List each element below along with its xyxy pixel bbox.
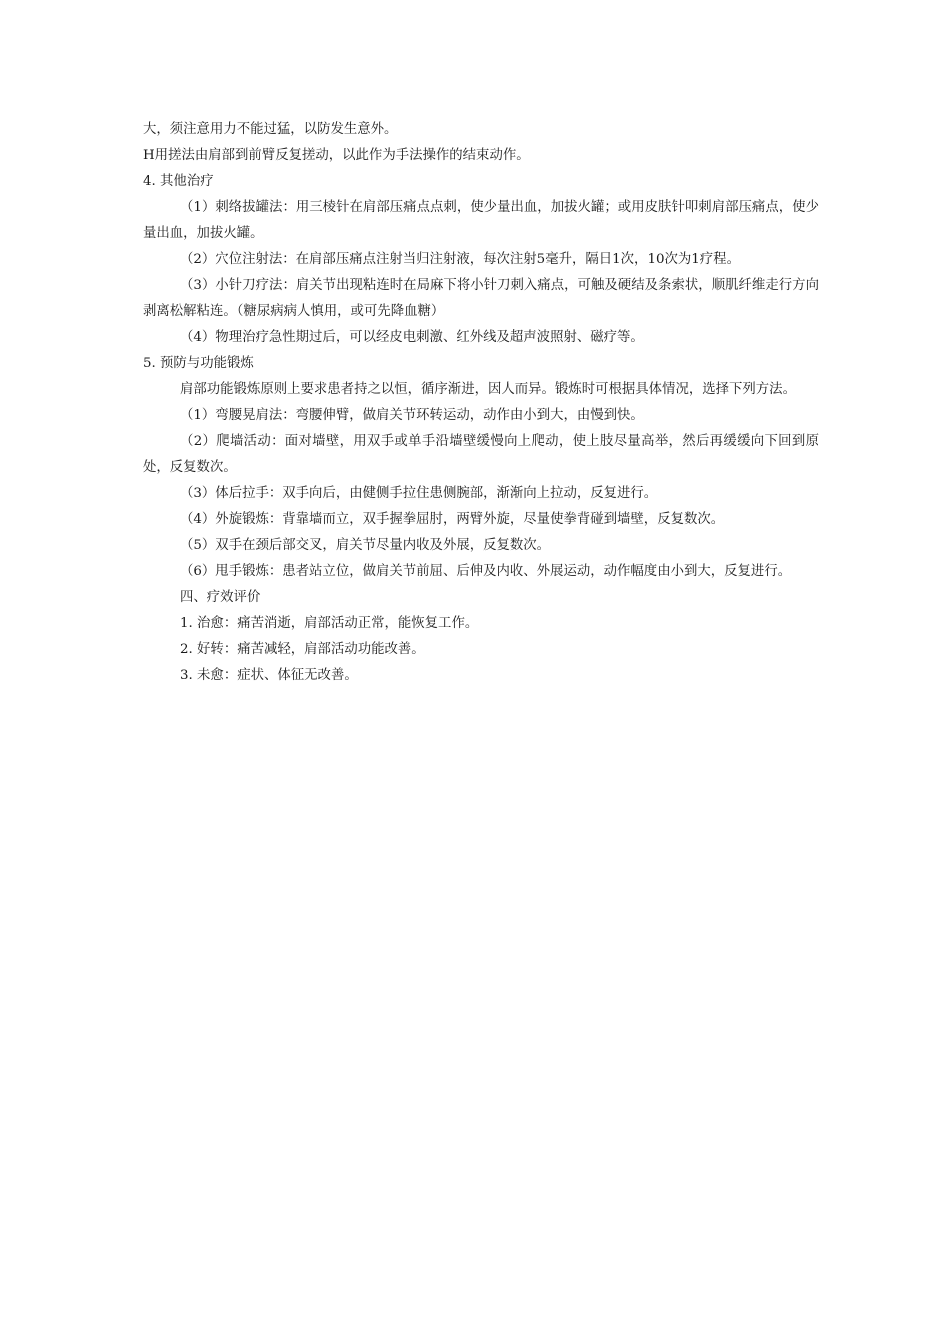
list-item: （2）爬墙活动：面对墙壁，用双手或单手沿墙壁缓慢向上爬动，使上肢尽量高举，然后再缓缓向下回到原处，反复数次。 bbox=[143, 434, 819, 475]
section-heading: 四、疗效评价 bbox=[180, 590, 261, 605]
list-item: （3）小针刀疗法：肩关节出现粘连时在局麻下将小针刀刺入痛点，可触及硬结及条索状，顺肌纤维走行方向剥离松解粘连。（糖尿病病人慎用，或可先降血糖） bbox=[143, 278, 819, 319]
section-heading: 5. 预防与功能锻炼 bbox=[143, 356, 254, 371]
text-line: H用搓法由肩部到前臂反复搓动，以此作为手法操作的结束动作。 bbox=[143, 148, 530, 163]
list-item: （1）弯腰晃肩法：弯腰伸臂，做肩关节环转运动，动作由小到大，由慢到快。 bbox=[180, 408, 644, 423]
list-item: （6）甩手锻炼：患者站立位，做肩关节前屈、后伸及内收、外展运动，动作幅度由小到大，反复进行。 bbox=[180, 564, 792, 579]
list-item: （4）物理治疗急性期过后，可以经皮电刺激、红外线及超声波照射、磁疗等。 bbox=[180, 330, 644, 345]
list-item: 1. 治愈：痛苦消逝，肩部活动正常，能恢复工作。 bbox=[180, 616, 479, 631]
list-item: （4）外旋锻炼：背靠墙而立，双手握拳屈肘，两臂外旋，尽量使拳背碰到墙壁，反复数次。 bbox=[180, 512, 725, 527]
list-item: （3）体后拉手：双手向后，由健侧手拉住患侧腕部，渐渐向上拉动，反复进行。 bbox=[180, 486, 658, 501]
list-item: （5）双手在颈后部交叉，肩关节尽量内收及外展，反复数次。 bbox=[180, 538, 551, 553]
paragraph: 肩部功能锻炼原则上要求患者持之以恒，循序渐进，因人而异。锻炼时可根据具体情况，选择下列方法。 bbox=[180, 382, 796, 397]
text-line: 大，须注意用力不能过猛，以防发生意外。 bbox=[143, 122, 398, 137]
list-item: 3. 未愈：症状、体征无改善。 bbox=[180, 668, 358, 683]
list-item: 2. 好转：痛苦减轻，肩部活动功能改善。 bbox=[180, 642, 425, 657]
section-heading: 4. 其他治疗 bbox=[143, 174, 214, 189]
list-item: （2）穴位注射法：在肩部压痛点注射当归注射液，每次注射5毫升，隔日1次，10次为1疗程。 bbox=[180, 252, 740, 267]
list-item: （1）刺络拔罐法：用三棱针在肩部压痛点点刺，使少量出血，加拔火罐；或用皮肤针叩刺肩部压痛点，使少量出血，加拔火罐。 bbox=[143, 200, 819, 241]
document-body bbox=[143, 117, 819, 689]
